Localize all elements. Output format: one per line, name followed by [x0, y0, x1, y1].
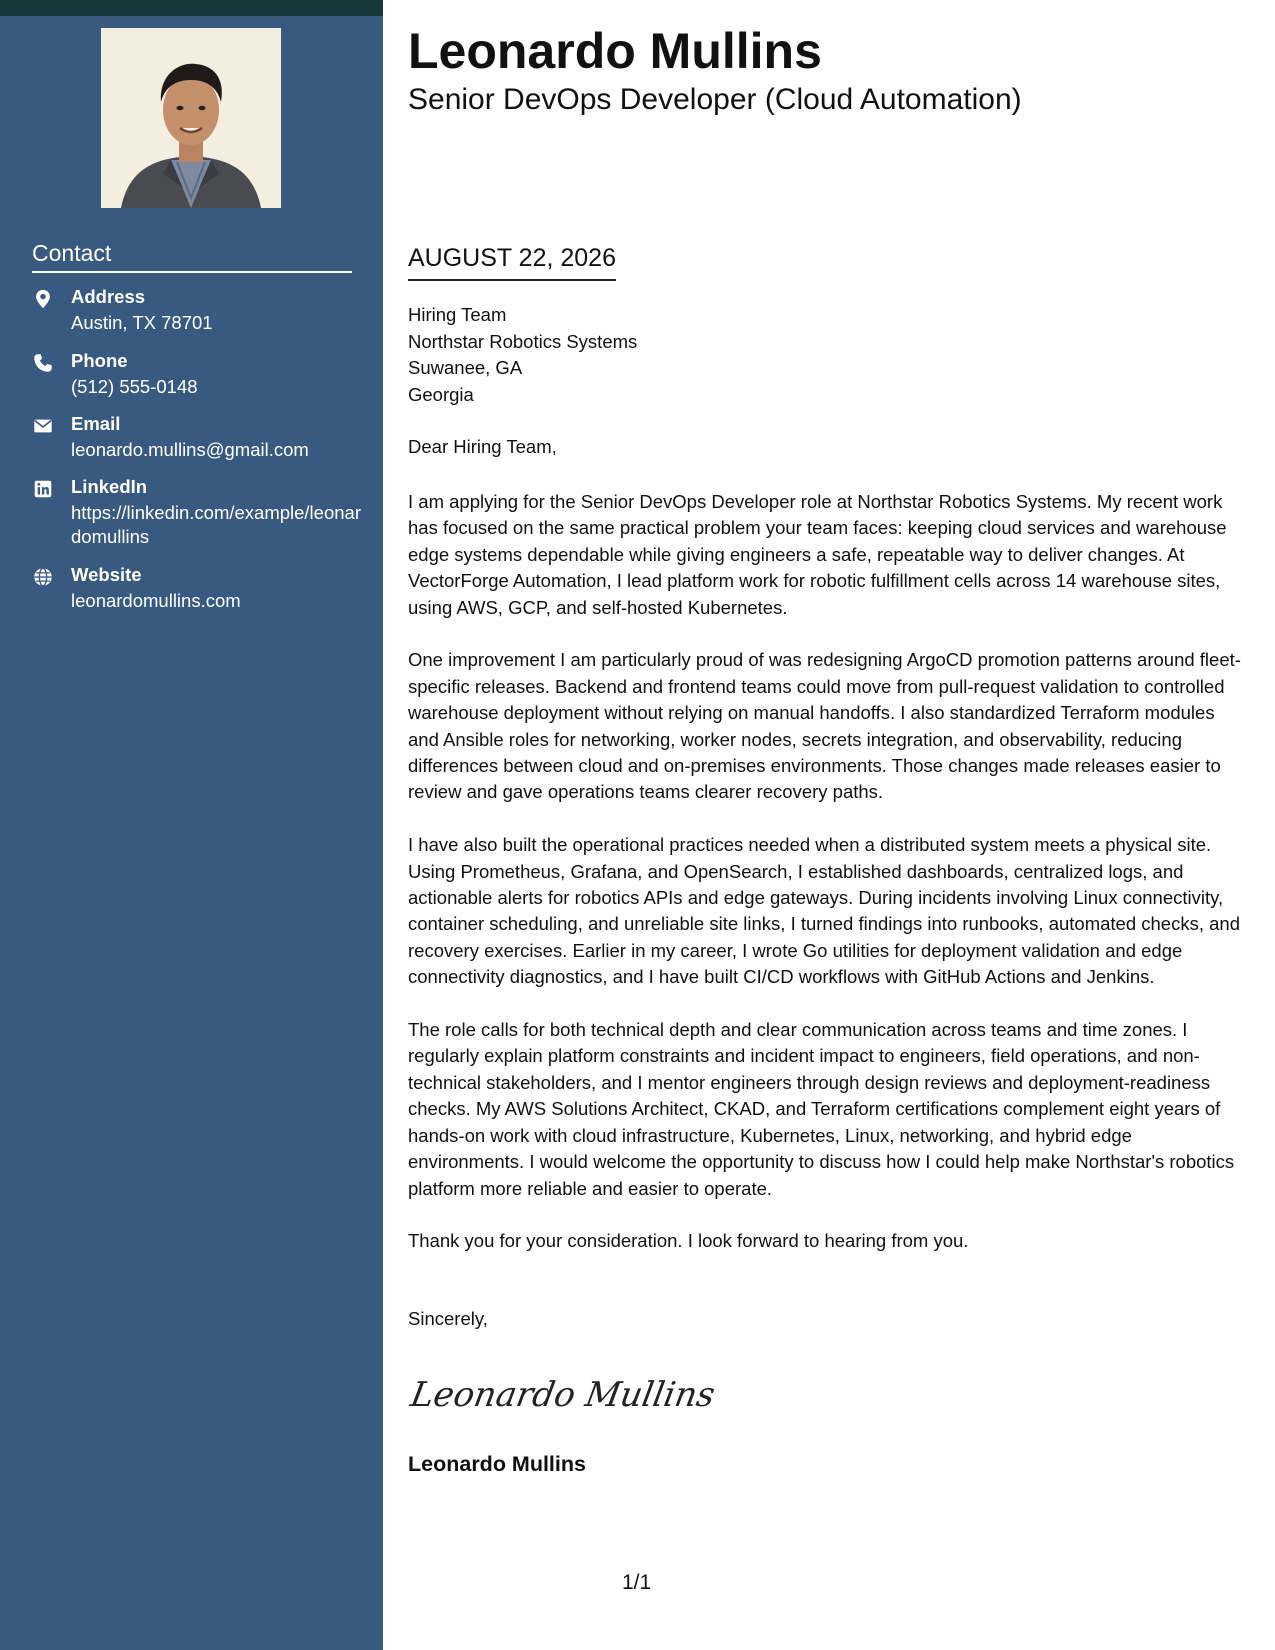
recipient-line: Suwanee, GA [408, 357, 523, 378]
website-value[interactable]: leonardomullins.com [71, 590, 241, 611]
email-label: Email [71, 413, 121, 434]
globe-icon [32, 566, 54, 588]
sidebar [0, 0, 383, 1650]
linkedin-icon [32, 478, 54, 500]
body-paragraph: One improvement I am particularly proud of was redesigning ArgoCD promotion patterns around fleet-specific releases. Backend and frontend teams could move from pull-request validation to controlled warehouse deployment without relying on manual handoffs. I also standardized Terraform modules and Ansible roles for networking, worker nodes, secrets integration, and observability, reducing differences between cloud and on-premises environments. Those changes made releases easier to review and gave operations teams clearer recovery paths. [408, 649, 1241, 803]
salutation: Dear Hiring Team, [408, 436, 557, 457]
page-number: 1/1 [622, 1571, 652, 1594]
svg-text:Leonardo Mullins: Leonardo Mullins [407, 1375, 718, 1415]
body-paragraph: Thank you for your consideration. I look forward to hearing from you. [408, 1230, 969, 1252]
letter-date: AUGUST 22, 2026 [408, 244, 616, 281]
website-label: Website [71, 564, 142, 585]
phone-icon [32, 352, 54, 374]
email-value[interactable]: leonardo.mullins@gmail.com [71, 439, 309, 460]
applicant-title: Senior DevOps Developer (Cloud Automation) [408, 83, 1022, 116]
linkedin-label: LinkedIn [71, 476, 148, 497]
closing: Sincerely, [408, 1308, 488, 1329]
profile-photo [101, 28, 281, 208]
body-paragraph: I am applying for the Senior DevOps Developer role at Northstar Robotics Systems. My recent work has focused on the same practical problem your team faces: keeping cloud services and warehouse edge systems dependable while giving engineers a safe, repeatable way to deliver changes. At VectorForge Automation, I lead platform work for robotic fulfillment cells across 14 warehouse sites, using AWS, GCP, and self-hosted Kubernetes. [408, 491, 1227, 618]
recipient-block [408, 302, 637, 408]
envelope-icon [32, 415, 54, 437]
body-paragraph: The role calls for both technical depth and clear communication across teams and time zones. I regularly explain platform constraints and incident impact to engineers, field operations, and non-technical stakeholders, and I mentor engineers through design reviews and deployment-readiness checks. My AWS Solutions Architect, CKAD, and Terraform certifications complement eight years of hands-on work with cloud infrastructure, Kubernetes, Linux, networking, and hybrid edge environments. I would welcome the opportunity to discuss how I could help make Northstar's robotics platform more reliable and easier to operate. [408, 1019, 1235, 1199]
handwritten-signature [407, 1368, 718, 1418]
letter-body [408, 489, 1248, 1281]
recipient-line: Northstar Robotics Systems [408, 330, 638, 352]
address-label: Address [71, 286, 146, 307]
phone-label: Phone [71, 350, 128, 371]
contact-heading: Contact [32, 240, 352, 273]
recipient-line: Hiring Team [408, 304, 507, 325]
phone-value: (512) 555-0148 [71, 376, 198, 397]
body-paragraph: I have also built the operational practices needed when a distributed system meets a physical site. Using Prometheus, Grafana, and OpenSearch, I established dashboards, centralized logs, and actionable alerts for robotics APIs and edge gateways. During incidents involving Linux connectivity, container scheduling, and unreliable site links, I turned findings into runbooks, automated checks, and recovery exercises. Earlier in my career, I wrote Go utilities for deployment validation and edge connectivity diagnostics, and I have built CI/CD workflows with GitHub Actions and Jenkins. [408, 834, 1240, 988]
address-value: Austin, TX 78701 [71, 312, 213, 333]
map-pin-icon [32, 288, 54, 310]
sidebar-top-bar [0, 0, 383, 16]
linkedin-value[interactable]: https://linkedin.com/example/leonardomullins [71, 502, 361, 547]
applicant-name: Leonardo Mullins [408, 23, 822, 79]
recipient-line: Georgia [408, 383, 474, 405]
signed-name: Leonardo Mullins [408, 1452, 586, 1476]
